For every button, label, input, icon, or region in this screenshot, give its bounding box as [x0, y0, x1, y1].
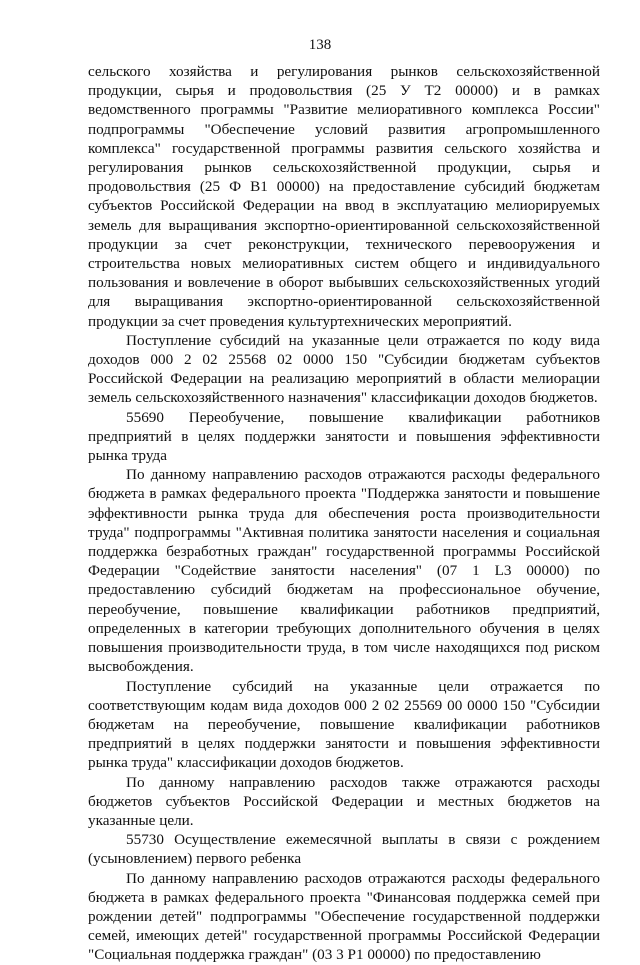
paragraph-regional-expenses: По данному направлению расходов также отражаются расходы бюджетов субъектов Российской Федерации и местных бюджетов на указанные цели. [88, 773, 600, 829]
document-body [88, 62, 600, 965]
section-heading-55690: 55690 Переобучение, повышение квалификации работников предприятий в целях поддержки занятости и повышения эффективности рынка труда [88, 408, 600, 465]
paragraph-expenses-55690: По данному направлению расходов отражаются расходы федерального бюджета в рамках федерального проекта "Поддержка занятости и повышение эффективности рынка труда для обеспечения роста производительности труда" подпрограммы "Активная политика занятости населения и социальная поддержка безработных граждан" государственной программы Российской Федерации "Содействие занятости населения" (07 1 L3 00000) по предоставлению субсидий бюджетам на профессиональное обучение, переобучение, повышение квалификации работников предприятий, определенных в категории требующих дополнительного обучения в целях повышения производительности труда, в том числе находящихся под риском высвобождения. [88, 466, 600, 676]
section-heading-55730: 55730 Осуществление ежемесячной выплаты в связи с рождением (усыновлением) первого ребенка [88, 831, 600, 868]
paragraph-expenses-55730: По данному направлению расходов отражаются расходы федерального бюджета в рамках федерального проекта "Финансовая поддержка семей при рождении детей" подпрограммы "Обеспечение государственной поддержки семей, имеющих детей" государственной программы Российской Федерации "Социальная поддержка граждан" (03 3 Р1 00000) по предоставлению [88, 869, 600, 964]
paragraph-receipt-55690: Поступление субсидий на указанные цели отражается по соответствующим кодам вида доходов 000 2 02 25569 00 0000 150 "Субсидии бюджетам на переобучение, повышение квалификации работников предприятий в целях поддержки занятости и повышения эффективности рынка труда" классификации доходов бюджетов. [88, 677, 600, 772]
paragraph-subsidy-receipt: Поступление субсидий на указанные цели отражается по коду вида доходов 000 2 02 25568 02 0000 150 "Субсидии бюджетам субъектов Российской Федерации на реализацию мероприятий в области мелиорации земель сельскохозяйственного назначения" классификации доходов бюджетов. [88, 331, 600, 407]
page-number: 138 [308, 37, 332, 53]
paragraph-continuation: сельского хозяйства и регулирования рынков сельскохозяйственной продукции, сырья и продовольствия (25 У Т2 00000) и в рамках ведомственного программы "Развитие мелиоративного комплекса России" подпрограммы "Обеспечение условий развития агропромышленного комплекса" государственной программы развития сельского хозяйства и регулирования рынков сельскохозяйственной продукции, сырья и продовольствия (25 Ф В1 00000) на предоставление субсидий бюджетам субъектов Российской Федерации на ввод в эксплуатацию мелиорируемых земель для выращивания экспортно-ориентированной сельскохозяйственной продукции за счет реконструкции, технического перевооружения и строительства новых мелиоративных систем общего и индивидуального пользования и вовлечение в оборот выбывших сельскохозяйственных угодий для выращивания экспортно-ориентированной сельскохозяйственной продукции за счет проведения культуртехнических мероприятий. [88, 63, 600, 330]
